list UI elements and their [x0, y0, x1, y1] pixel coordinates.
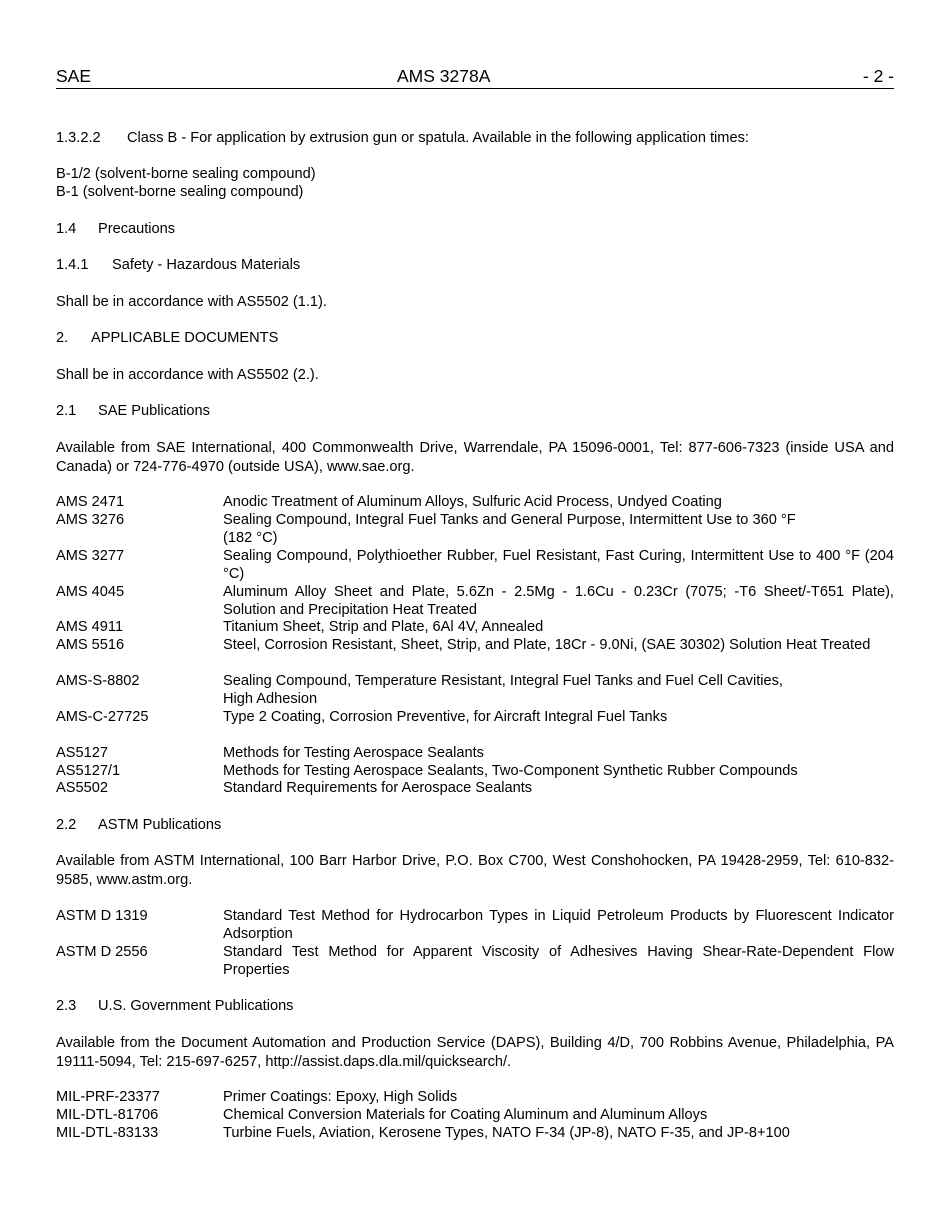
header-page-number: - 2 - — [862, 66, 894, 86]
section-title: Safety - Hazardous Materials — [112, 257, 301, 273]
reference-title-continuation: High Adhesion — [223, 691, 318, 707]
section-2-2-text: Available from ASTM International, 100 Barr Harbor Drive, P.O. Box C700, West Conshohocken, PA 19428-2959, Tel: 610-832-9585, www.astm.org. — [56, 853, 894, 888]
section-text: Class B - For application by extrusion gun or spatula. Available in the following application times: — [127, 130, 749, 146]
section-1-4-heading — [56, 220, 175, 238]
section-2-heading — [56, 329, 278, 347]
reference-title: Titanium Sheet, Strip and Plate, 6Al 4V, Annealed — [223, 619, 544, 635]
section-number: 2. — [56, 330, 69, 346]
reference-code: AMS 3277 — [56, 548, 125, 564]
reference-title: Methods for Testing Aerospace Sealants — [223, 745, 484, 761]
reference-title: Standard Test Method for Apparent Viscosity of Adhesives Having Shear-Rate-Dependent Flow Properties — [223, 944, 894, 978]
reference-code: AMS 5516 — [56, 637, 125, 653]
section-1-3-2-2 — [56, 129, 749, 147]
reference-code: AMS 4045 — [56, 584, 125, 600]
reference-code: AMS-C-27725 — [56, 709, 149, 725]
reference-title: Standard Test Method for Hydrocarbon Types in Liquid Petroleum Products by Fluorescent Indicator Adsorption — [223, 908, 894, 942]
section-2-3-text: Available from the Document Automation and Production Service (DAPS), Building 4/D, 700 Robbins Avenue, Philadelphia, PA 19111-5094, Tel: 215-697-6257, http://assist.daps.dla.mil/quicksearch/. — [56, 1035, 894, 1070]
reference-title: Sealing Compound, Temperature Resistant, Integral Fuel Tanks and Fuel Cell Cavities, — [223, 673, 783, 689]
reference-code: AS5127/1 — [56, 763, 121, 779]
section-title: ASTM Publications — [98, 817, 222, 833]
reference-title: Sealing Compound, Integral Fuel Tanks and General Purpose, Intermittent Use to 360 °F — [223, 512, 796, 528]
section-number: 1.4.1 — [56, 257, 89, 273]
section-number: 2.1 — [56, 403, 77, 419]
reference-title: Steel, Corrosion Resistant, Sheet, Strip, and Plate, 18Cr - 9.0Ni, (SAE 30302) Solution Heat Treated — [223, 637, 871, 653]
reference-code: MIL-DTL-83133 — [56, 1125, 159, 1141]
page-header — [56, 66, 894, 89]
section-2-1-heading — [56, 402, 210, 420]
section-number: 2.2 — [56, 817, 77, 833]
section-2-2-heading — [56, 816, 221, 834]
reference-title: Standard Requirements for Aerospace Sealants — [223, 780, 533, 796]
reference-code: AMS-S-8802 — [56, 673, 140, 689]
reference-title: Sealing Compound, Polythioether Rubber, Fuel Resistant, Fast Curing, Intermittent Use to 400 °F (204 °C) — [223, 548, 894, 582]
section-1-4-1-text: Shall be in accordance with AS5502 (1.1). — [56, 294, 327, 310]
reference-title-continuation: (182 °C) — [223, 530, 278, 546]
reference-title: Turbine Fuels, Aviation, Kerosene Types, NATO F-34 (JP-8), NATO F-35, and JP-8+100 — [223, 1125, 790, 1141]
reference-code: ASTM D 2556 — [56, 944, 148, 960]
section-2-text: Shall be in accordance with AS5502 (2.). — [56, 367, 319, 383]
section-title: APPLICABLE DOCUMENTS — [91, 330, 279, 346]
section-title: Precautions — [98, 221, 176, 237]
reference-title: Aluminum Alloy Sheet and Plate, 5.6Zn - 2.5Mg - 1.6Cu - 0.23Cr (7075; -T6 Sheet/-T651 Plate), Solution and Precipitation Heat Treated — [223, 584, 894, 618]
reference-title: Chemical Conversion Materials for Coating Aluminum and Aluminum Alloys — [223, 1107, 708, 1123]
reference-code: AMS 4911 — [56, 619, 124, 635]
reference-code: AMS 2471 — [56, 494, 125, 510]
reference-title: Type 2 Coating, Corrosion Preventive, for Aircraft Integral Fuel Tanks — [223, 709, 668, 725]
section-number: 1.4 — [56, 221, 77, 237]
section-1-4-1-heading — [56, 256, 300, 274]
header-doc-number: AMS 3278A — [397, 66, 491, 86]
reference-code: AS5127 — [56, 745, 108, 761]
reference-title: Methods for Testing Aerospace Sealants, Two-Component Synthetic Rubber Compounds — [223, 763, 798, 779]
section-2-1-text: Available from SAE International, 400 Commonwealth Drive, Warrendale, PA 15096-0001, Tel: 877-606-7323 (inside USA and Canada) or 724-776-4970 (outside USA), www.sae.org. — [56, 440, 894, 475]
reference-code: ASTM D 1319 — [56, 908, 148, 924]
class-b-one-line: B-1 (solvent-borne sealing compound) — [56, 184, 304, 200]
section-number: 1.3.2.2 — [56, 130, 101, 146]
section-title: SAE Publications — [98, 403, 210, 419]
reference-title: Primer Coatings: Epoxy, High Solids — [223, 1089, 458, 1105]
header-org: SAE — [56, 66, 92, 86]
class-b-half-line: B-1/2 (solvent-borne sealing compound) — [56, 166, 316, 182]
reference-code: MIL-PRF-23377 — [56, 1089, 160, 1105]
reference-code: AMS 3276 — [56, 512, 125, 528]
reference-title: Anodic Treatment of Aluminum Alloys, Sulfuric Acid Process, Undyed Coating — [223, 494, 722, 510]
section-number: 2.3 — [56, 998, 77, 1014]
section-title: U.S. Government Publications — [98, 998, 294, 1014]
section-2-3-heading — [56, 997, 293, 1015]
reference-code: MIL-DTL-81706 — [56, 1107, 159, 1123]
reference-code: AS5502 — [56, 780, 108, 796]
